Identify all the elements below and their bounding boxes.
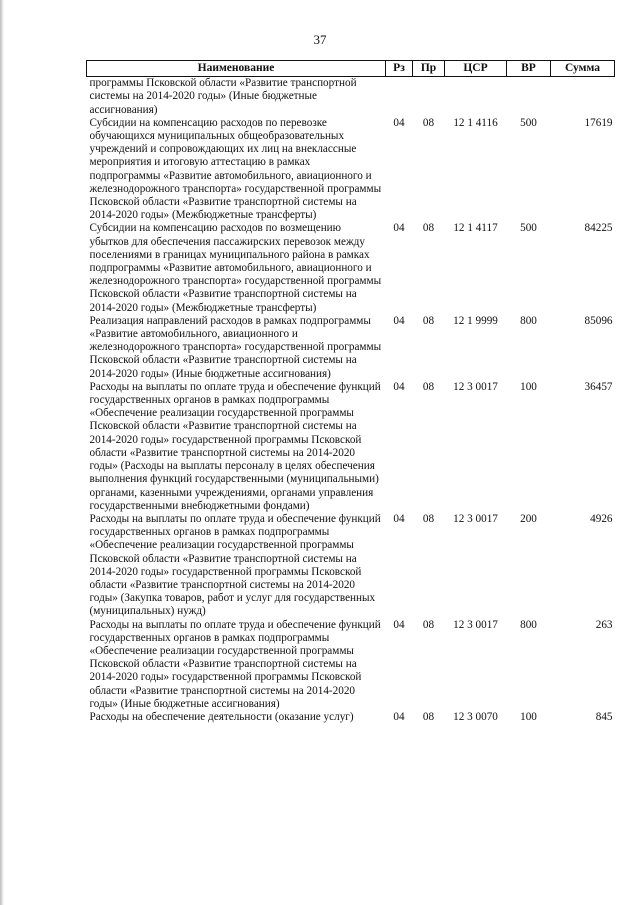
row-sum: 845 — [595, 710, 613, 723]
row-vr: 100 — [520, 380, 537, 393]
row-name: Расходы на выплаты по оплате труда и обеспечение функций государственных органов в рамках подпрограммы «Обеспечение реализации государственной программы Псковской области «Развитие транспортной системы на 2014-2020 годы» государственной программы Псковской области «Развитие транспортной системы на 2014-2020 годы» (Закупка товаров, работ и услуг для государственных (муниципальных) нужд) — [89, 512, 381, 618]
row-csr — [445, 77, 507, 117]
row-rz: 04 — [393, 314, 405, 327]
row-vr: 500 — [520, 222, 537, 235]
row-sum: 4926 — [590, 512, 613, 525]
row-name: Субсидии на компенсацию расходов по возмещению убытков для обеспечения пассажирских перевозок между поселениями в границах муниципального района в рамках подпрограммы «Развитие автомобильного, авиационного и железнодорожного транспорта» государственной программы Псковской области «Развитие транспортной системы на 2014-2020 годы» (Межбюджетные трансферты) — [89, 222, 382, 314]
row-vr: 800 — [520, 314, 537, 327]
row-sum: 36457 — [584, 380, 613, 393]
row-pr: 08 — [422, 618, 435, 631]
row-pr: 08 — [422, 116, 435, 129]
table-row — [87, 381, 615, 513]
table-body — [87, 77, 615, 724]
row-csr: 12 1 4117 — [453, 222, 498, 235]
row-csr: 12 1 9999 — [453, 314, 498, 327]
row-rz — [386, 77, 413, 117]
row-sum: 263 — [595, 618, 613, 631]
header-rz: Рз — [386, 61, 413, 77]
row-name: Расходы на выплаты по оплате труда и обеспечение функций государственных органов в рамках подпрограммы «Обеспечение реализации государственной программы Псковской области «Развитие транспортной системы на 2014-2020 годы» государственной программы Псковской области «Развитие транспортной системы на 2014-2020 годы» (Иные бюджетные ассигнования) — [89, 618, 381, 710]
row-name: Реализация направлений расходов в рамках подпрограммы «Развитие автомобильного, авиационного и железнодорожного транспорта» государственной программы Псковской области «Развитие транспортной системы на 2014-2020 годы» (Иные бюджетные ассигнования) — [89, 314, 382, 380]
table-row — [87, 315, 615, 381]
row-name: Расходы на выплаты по оплате труда и обеспечение функций государственных органов в рамках подпрограммы «Обеспечение реализации государственной программы Псковской области «Развитие транспортной системы на 2014-2020 годы» государственной программы Псковской области «Развитие транспортной системы на 2014-2020 годы» (Расходы на выплаты персоналу в целях обеспечения выполнения функций государственными (муниципальными) органами, казенными учреждениями, органами управления государственными внебюджетными фондами) — [89, 380, 381, 512]
table-row — [87, 711, 615, 724]
table-row — [87, 77, 615, 117]
table-row — [87, 513, 615, 619]
page-number: 37 — [313, 32, 327, 47]
row-csr: 12 1 4116 — [453, 116, 498, 129]
header-sum: Сумма — [551, 61, 615, 77]
row-rz: 04 — [393, 618, 405, 631]
row-vr: 200 — [520, 512, 537, 525]
table-row — [87, 117, 615, 223]
row-rz: 04 — [393, 380, 405, 393]
table-header — [87, 61, 615, 77]
row-rz: 04 — [393, 710, 405, 723]
row-sum: 84225 — [584, 222, 613, 235]
row-rz: 04 — [393, 512, 405, 525]
row-sum: 17619 — [584, 116, 613, 129]
row-vr: 500 — [520, 116, 537, 129]
header-pr: Пр — [413, 61, 445, 77]
row-vr — [507, 77, 551, 117]
row-rz: 04 — [393, 116, 405, 129]
row-sum — [551, 77, 615, 117]
row-vr: 100 — [520, 710, 537, 723]
row-pr: 08 — [422, 512, 435, 525]
row-csr: 12 3 0017 — [453, 618, 498, 631]
row-name: Расходы на обеспечение деятельности (оказание услуг) — [89, 710, 354, 723]
table-row — [87, 619, 615, 711]
budget-table — [86, 60, 615, 724]
row-pr: 08 — [422, 380, 435, 393]
row-csr: 12 3 0017 — [453, 512, 498, 525]
row-csr: 12 3 0017 — [453, 380, 498, 393]
row-pr: 08 — [422, 314, 435, 327]
row-pr: 08 — [422, 710, 435, 723]
row-name: Субсидии на компенсацию расходов по перевозке обучающихся муниципальных общеобразовательных учреждений и сопровождающих их лиц на внеклассные мероприятия и итоговую аттестацию в рамках подпрограммы «Развитие автомобильного, авиационного и железнодорожного транспорта» государственной программы Псковской области «Развитие транспортной системы на 2014-2020 годы» (Межбюджетные трансферты) — [89, 116, 382, 222]
scan-edge-shadow — [0, 0, 4, 905]
header-name: Наименование — [87, 61, 386, 77]
row-csr: 12 3 0070 — [453, 710, 498, 723]
table-row — [87, 222, 615, 314]
header-csr: ЦСР — [445, 61, 507, 77]
header-vr: ВР — [507, 61, 551, 77]
row-vr: 800 — [520, 618, 537, 631]
row-rz: 04 — [393, 222, 405, 235]
row-pr: 08 — [422, 222, 435, 235]
row-pr — [413, 77, 445, 117]
row-sum: 85096 — [584, 314, 613, 327]
row-name: программы Псковской области «Развитие транспортной системы на 2014-2020 годы» (Иные бюджетные ассигнования) — [89, 77, 357, 116]
